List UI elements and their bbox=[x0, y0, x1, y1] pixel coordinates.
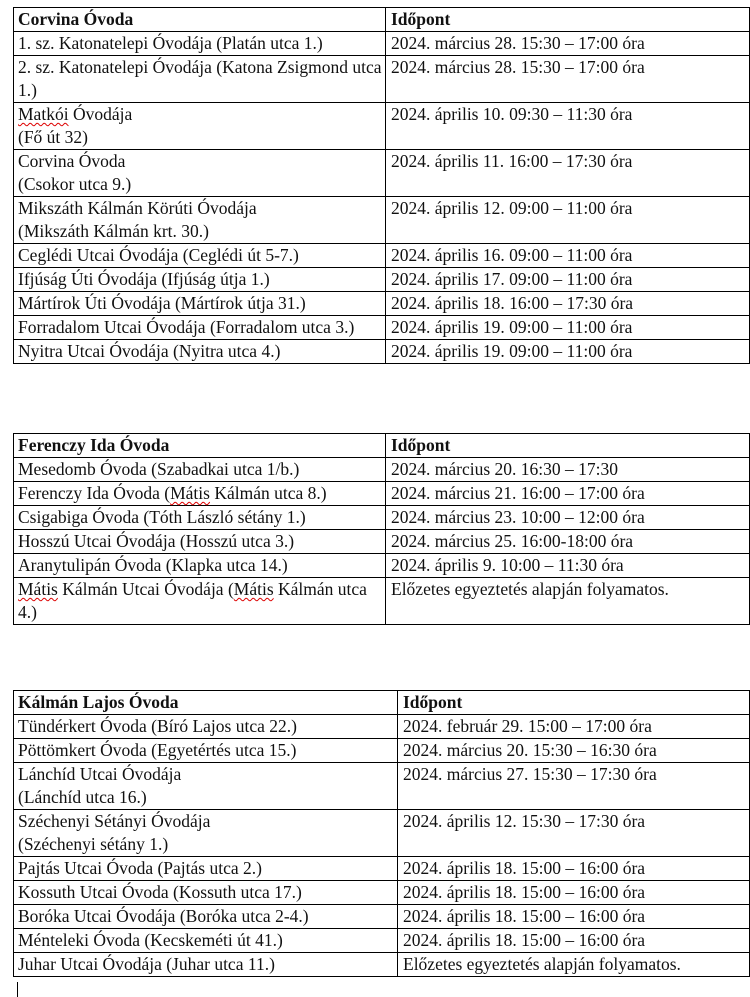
table-row bbox=[14, 506, 750, 530]
table-row bbox=[14, 482, 750, 506]
table-row bbox=[14, 56, 750, 103]
kindergarten-name-cell bbox=[14, 763, 398, 810]
table-header-row bbox=[14, 434, 750, 458]
text-cursor bbox=[17, 982, 18, 997]
kindergarten-address: (Mikszáth Kálmán krt. 30.) bbox=[18, 221, 209, 241]
kindergarten-name: Kossuth Utcai Óvoda (Kossuth utca 17.) bbox=[14, 881, 398, 905]
kindergarten-name: 1. sz. Katonatelepi Óvodája (Platán utca 1.) bbox=[14, 32, 386, 56]
kindergarten-name: Aranytulipán Óvoda (Klapka utca 14.) bbox=[14, 554, 386, 578]
table-row bbox=[14, 292, 750, 316]
table-header-row bbox=[14, 8, 750, 32]
open-day-time: 2024. április 12. 09:00 – 11:00 óra bbox=[386, 197, 750, 244]
kindergarten-name: Széchenyi Sétányi Óvodája bbox=[18, 811, 211, 831]
kindergarten-name: Mátis Kálmán Utcai Óvodája (Mátis Kálmán utca 4.) bbox=[14, 578, 386, 625]
open-day-time: 2024. április 18. 15:00 – 16:00 óra bbox=[398, 905, 750, 929]
table-row bbox=[14, 739, 750, 763]
open-day-time: 2024. március 20. 16:30 – 17:30 bbox=[386, 458, 750, 482]
open-day-time: 2024. február 29. 15:00 – 17:00 óra bbox=[398, 715, 750, 739]
open-day-time: 2024. április 18. 15:00 – 16:00 óra bbox=[398, 929, 750, 953]
open-day-time: 2024. március 25. 16:00-18:00 óra bbox=[386, 530, 750, 554]
kindergarten-name-cell bbox=[14, 150, 386, 197]
kindergarten-name: Mártírok Úti Óvodája (Mártírok útja 31.) bbox=[14, 292, 386, 316]
kindergarten-name: Forradalom Utcai Óvodája (Forradalom utca 3.) bbox=[14, 316, 386, 340]
open-day-time: 2024. április 18. 16:00 – 17:30 óra bbox=[386, 292, 750, 316]
kindergarten-name: Pöttömkert Óvoda (Egyetértés utca 15.) bbox=[14, 739, 398, 763]
table-row bbox=[14, 857, 750, 881]
open-day-time: 2024. április 9. 10:00 – 11:30 óra bbox=[386, 554, 750, 578]
open-day-time: 2024. március 23. 10:00 – 12:00 óra bbox=[386, 506, 750, 530]
open-day-time: 2024. április 11. 16:00 – 17:30 óra bbox=[386, 150, 750, 197]
table-row bbox=[14, 150, 750, 197]
open-day-time: Előzetes egyeztetés alapján folyamatos. bbox=[398, 953, 750, 977]
table-row bbox=[14, 268, 750, 292]
header-kindergarten-group: Kálmán Lajos Óvoda bbox=[14, 691, 398, 715]
schedule-table-ferenczy-ida bbox=[13, 433, 750, 625]
kindergarten-name: Ferenczy Ida Óvoda (Mátis Kálmán utca 8.) bbox=[14, 482, 386, 506]
table-row bbox=[14, 340, 750, 364]
open-day-time: 2024. április 18. 15:00 – 16:00 óra bbox=[398, 857, 750, 881]
table-row bbox=[14, 578, 750, 625]
open-day-time: 2024. április 17. 09:00 – 11:00 óra bbox=[386, 268, 750, 292]
open-day-time: 2024. március 28. 15:30 – 17:00 óra bbox=[386, 56, 750, 103]
table-row bbox=[14, 244, 750, 268]
kindergarten-name: Juhar Utcai Óvodája (Juhar utca 11.) bbox=[14, 953, 398, 977]
header-time: Időpont bbox=[398, 691, 750, 715]
open-day-time: Előzetes egyeztetés alapján folyamatos. bbox=[386, 578, 750, 625]
table-header-row bbox=[14, 691, 750, 715]
open-day-time: 2024. április 10. 09:30 – 11:30 óra bbox=[386, 103, 750, 150]
kindergarten-address: (Csokor utca 9.) bbox=[18, 174, 132, 194]
open-day-time: 2024. április 12. 15:30 – 17:30 óra bbox=[398, 810, 750, 857]
table-row bbox=[14, 929, 750, 953]
kindergarten-address: (Széchenyi sétány 1.) bbox=[18, 834, 169, 854]
kindergarten-name: Nyitra Utcai Óvodája (Nyitra utca 4.) bbox=[14, 340, 386, 364]
table-row bbox=[14, 103, 750, 150]
kindergarten-name: Ceglédi Utcai Óvodája (Ceglédi út 5-7.) bbox=[14, 244, 386, 268]
header-time: Időpont bbox=[386, 8, 750, 32]
kindergarten-name-cell bbox=[14, 810, 398, 857]
table-row bbox=[14, 197, 750, 244]
table-row bbox=[14, 715, 750, 739]
table-row bbox=[14, 530, 750, 554]
kindergarten-name: Mikszáth Kálmán Körúti Óvodája bbox=[18, 198, 257, 218]
kindergarten-name: Tündérkert Óvoda (Bíró Lajos utca 22.) bbox=[14, 715, 398, 739]
kindergarten-name-cell bbox=[14, 197, 386, 244]
open-day-time: 2024. április 18. 15:00 – 16:00 óra bbox=[398, 881, 750, 905]
table-row bbox=[14, 316, 750, 340]
kindergarten-name: Matkói Óvodája bbox=[18, 104, 133, 124]
kindergarten-name: Ménteleki Óvoda (Kecskeméti út 41.) bbox=[14, 929, 398, 953]
table-row bbox=[14, 810, 750, 857]
open-day-time: 2024. április 16. 09:00 – 11:00 óra bbox=[386, 244, 750, 268]
table-row bbox=[14, 554, 750, 578]
kindergarten-address: (Lánchíd utca 16.) bbox=[18, 787, 147, 807]
table-row bbox=[14, 881, 750, 905]
table-row bbox=[14, 458, 750, 482]
kindergarten-name: Lánchíd Utcai Óvodája bbox=[18, 764, 182, 784]
table-row bbox=[14, 32, 750, 56]
kindergarten-name: Boróka Utcai Óvodája (Boróka utca 2-4.) bbox=[14, 905, 398, 929]
kindergarten-name: Ifjúság Úti Óvodája (Ifjúság útja 1.) bbox=[14, 268, 386, 292]
table-row bbox=[14, 953, 750, 977]
header-kindergarten-group: Corvina Óvoda bbox=[14, 8, 386, 32]
kindergarten-name: Mesedomb Óvoda (Szabadkai utca 1/b.) bbox=[14, 458, 386, 482]
table-row bbox=[14, 763, 750, 810]
kindergarten-name-cell bbox=[14, 103, 386, 150]
open-day-time: 2024. március 21. 16:00 – 17:00 óra bbox=[386, 482, 750, 506]
open-day-time: 2024. április 19. 09:00 – 11:00 óra bbox=[386, 316, 750, 340]
table-row bbox=[14, 905, 750, 929]
open-day-time: 2024. április 19. 09:00 – 11:00 óra bbox=[386, 340, 750, 364]
kindergarten-name: Pajtás Utcai Óvoda (Pajtás utca 2.) bbox=[14, 857, 398, 881]
header-time: Időpont bbox=[386, 434, 750, 458]
open-day-time: 2024. március 20. 15:30 – 16:30 óra bbox=[398, 739, 750, 763]
open-day-time: 2024. március 27. 15:30 – 17:30 óra bbox=[398, 763, 750, 810]
open-day-time: 2024. március 28. 15:30 – 17:00 óra bbox=[386, 32, 750, 56]
kindergarten-name: Corvina Óvoda bbox=[18, 151, 126, 171]
kindergarten-address: (Fő út 32) bbox=[18, 127, 88, 147]
kindergarten-name: Csigabiga Óvoda (Tóth László sétány 1.) bbox=[14, 506, 386, 530]
schedule-table-kalman-lajos bbox=[13, 690, 750, 977]
header-kindergarten-group: Ferenczy Ida Óvoda bbox=[14, 434, 386, 458]
kindergarten-name: Hosszú Utcai Óvodája (Hosszú utca 3.) bbox=[14, 530, 386, 554]
kindergarten-name: 2. sz. Katonatelepi Óvodája (Katona Zsigmond utca 1.) bbox=[14, 56, 386, 103]
schedule-table-corvina bbox=[13, 7, 750, 364]
